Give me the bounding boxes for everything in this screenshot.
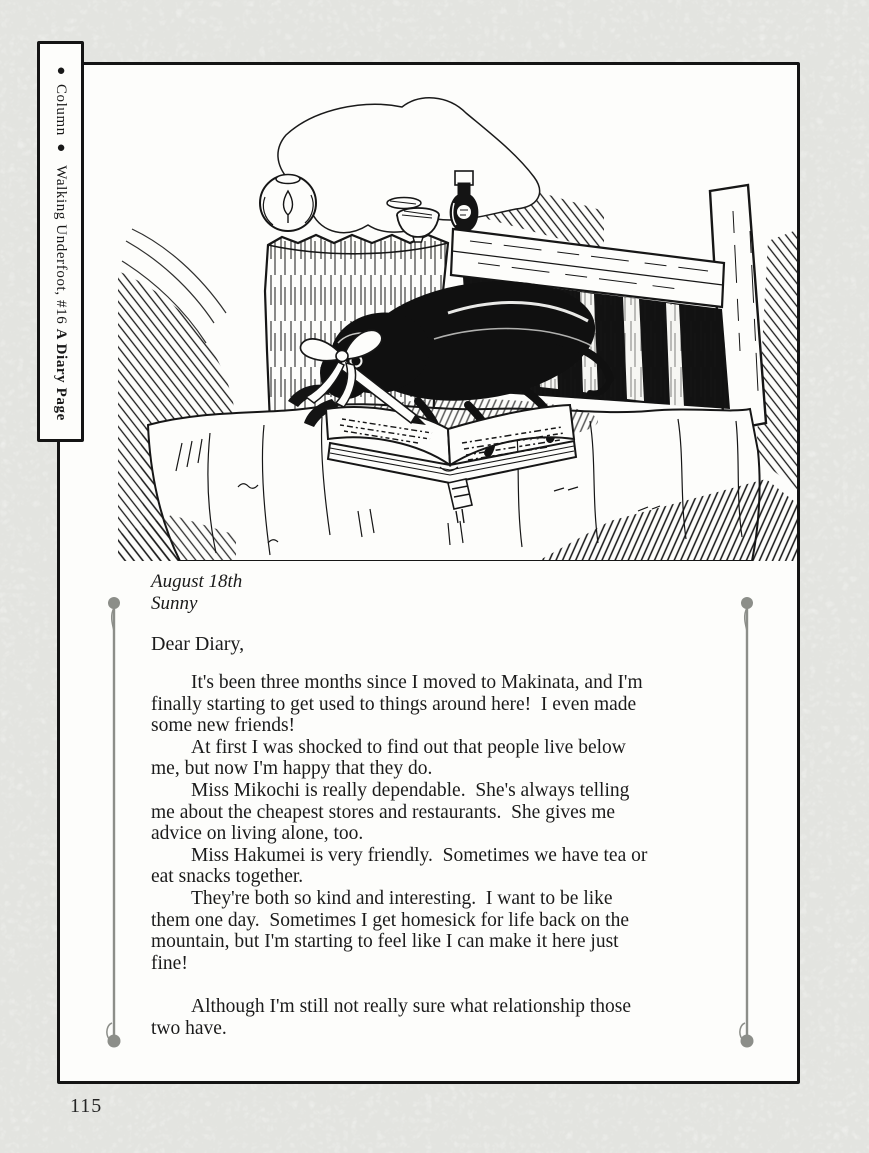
column-series-label: ● Column ● Walking Underfoot, #16 bbox=[53, 62, 69, 329]
diary-paragraph bbox=[151, 845, 736, 888]
diary-paragraph bbox=[151, 672, 736, 737]
diary-entry bbox=[151, 571, 736, 1040]
column-title-tab bbox=[37, 41, 84, 442]
diary-line: some new friends! bbox=[151, 715, 296, 737]
page-number: 115 bbox=[70, 1095, 103, 1117]
diary-line: mountain, but I'm starting to feel like I can make it here just bbox=[151, 931, 619, 953]
diary-line: advice on living alone, too. bbox=[151, 823, 364, 845]
diary-line: eat snacks together. bbox=[151, 866, 304, 888]
diary-paragraph bbox=[151, 737, 736, 780]
beetle-diary-illustration bbox=[118, 91, 799, 561]
column-episode-title: A Diary Page bbox=[53, 328, 69, 421]
diary-line: finally starting to get used to things around here! I even made bbox=[151, 693, 637, 715]
diary-line: They're both so kind and interesting. I want to be like bbox=[191, 887, 613, 909]
diary-date: August 18th bbox=[151, 571, 243, 592]
diary-weather: Sunny bbox=[151, 593, 198, 614]
diary-paragraph bbox=[151, 996, 736, 1039]
diary-paragraph bbox=[151, 888, 736, 974]
diary-line: At first I was shocked to find out that people live below bbox=[191, 736, 626, 758]
diary-body bbox=[151, 672, 736, 1040]
ink-bottle bbox=[450, 171, 478, 230]
diary-line: me, but now I'm happy that they do. bbox=[151, 758, 433, 780]
decorative-rail-left bbox=[103, 593, 125, 1053]
diary-line: me about the cheapest stores and restaurants. She gives me bbox=[151, 801, 616, 823]
diary-line: It's been three months since I moved to Makinata, and I'm bbox=[191, 672, 643, 693]
diary-line: Miss Mikochi is really dependable. She's always telling bbox=[191, 779, 630, 801]
diary-paragraph bbox=[151, 780, 736, 845]
manga-column-page bbox=[57, 62, 800, 1084]
diary-line: two have. bbox=[151, 1017, 227, 1039]
diary-line: Although I'm still not really sure what relationship those bbox=[191, 996, 632, 1018]
decorative-rail-right bbox=[736, 593, 758, 1053]
diary-line: fine! bbox=[151, 952, 188, 974]
diary-line: them one day. Sometimes I get homesick for life back on the bbox=[151, 909, 629, 931]
diary-line: Miss Hakumei is very friendly. Sometimes we have tea or bbox=[191, 844, 648, 866]
diary-salutation: Dear Diary, bbox=[151, 633, 245, 655]
column-title-text bbox=[52, 63, 69, 421]
glass-jar bbox=[260, 175, 316, 232]
